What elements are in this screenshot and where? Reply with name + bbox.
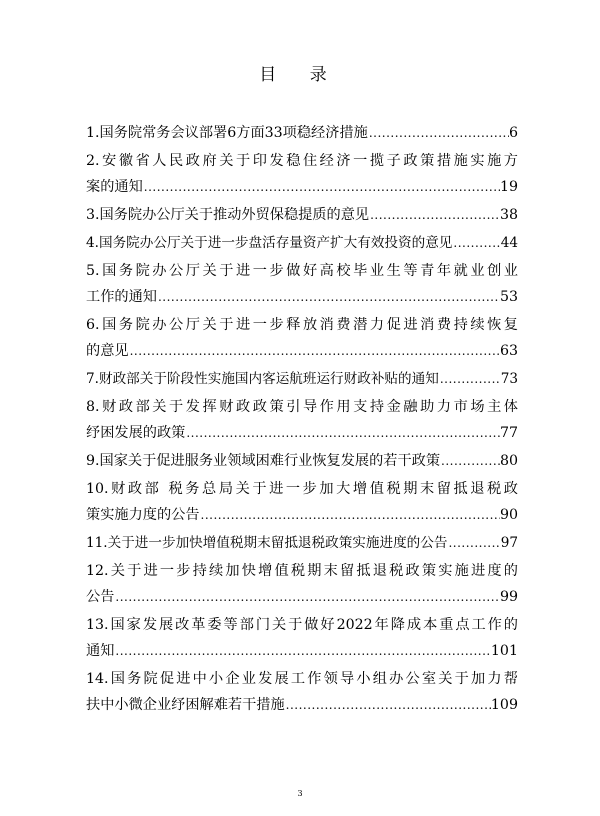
toc-leader-dots (447, 530, 500, 556)
toc-leader-dots (129, 338, 500, 364)
toc-entry-title-cont: 的意见 (86, 343, 129, 359)
toc-entry-page: 44 (500, 235, 518, 251)
toc-leader-dots (200, 502, 500, 528)
toc-entry-page: 53 (499, 289, 518, 305)
toc-entry-title: 11.关于进一步加快增值税期末留抵退税政策实施进度的公告 (86, 535, 448, 551)
toc-entry[interactable] (86, 366, 518, 392)
toc-entry-title-cont: 扶中小微企业纾困解难若干措施 (86, 697, 285, 713)
toc-leader-dots (369, 202, 500, 228)
toc-entry-title-line: 12.关于进一步持续加快增值税期末留抵退税政策实施进度的 (86, 563, 518, 579)
toc-entry-title-line: 13.国家发展改革委等部门关于做好2022年降成本重点工作的 (86, 617, 518, 633)
toc-entry-page: 6 (508, 125, 518, 141)
toc-entry-title-cont: 案的通知 (86, 179, 143, 195)
toc-leader-dots (143, 174, 500, 200)
toc-entry-page: 90 (499, 507, 518, 523)
toc-entry[interactable] (86, 258, 518, 310)
toc-entry-title-line: 6.国务院办公厅关于进一步释放消费潜力促进消费持续恢复 (86, 317, 518, 333)
toc-entry[interactable] (86, 202, 518, 228)
toc-title: 目 录 (259, 65, 341, 85)
toc-leader-dots (439, 366, 501, 392)
toc-entry-page: 80 (499, 453, 518, 469)
toc-entry[interactable] (86, 312, 518, 364)
toc-entry-title-cont: 通知 (86, 643, 115, 659)
toc-entry[interactable] (86, 148, 518, 200)
toc-entry-page: 63 (499, 343, 518, 359)
toc-entry[interactable] (86, 394, 518, 446)
toc-entry-title: 9.国家关于促进服务业领域困难行业恢复发展的若干政策 (86, 453, 441, 469)
toc-entry-title-cont: 纾困发展的政策 (86, 425, 186, 441)
toc-leader-dots (114, 584, 500, 610)
toc-entry-title-cont: 策实施力度的公告 (86, 507, 200, 523)
toc-entry-title: 1.国务院常务会议部署6方面33项稳经济措施 (86, 125, 368, 141)
toc-leader-dots (185, 420, 500, 446)
toc-leader-dots (452, 230, 500, 256)
toc-entry[interactable] (86, 476, 518, 528)
toc-entry[interactable] (86, 448, 518, 474)
toc-entry[interactable] (86, 530, 518, 556)
toc-entry-title-line: 5.国务院办公厅关于进一步做好高校毕业生等青年就业创业 (86, 263, 518, 279)
toc-entry-title-cont: 公告 (86, 589, 115, 605)
toc-entry-page: 109 (490, 697, 518, 713)
toc-entry-title-line: 14.国务院促进中小企业发展工作领导小组办公室关于加力帮 (86, 671, 518, 687)
toc-leader-dots (368, 120, 509, 146)
toc-entry-title-line: 2.安徽省人民政府关于印发稳住经济一揽子政策措施实施方 (86, 153, 518, 169)
toc-entry-title: 7.财政部关于阶段性实施国内客运航班运行财政补贴的通知 (86, 371, 439, 387)
toc-leader-dots (157, 284, 500, 310)
toc-entry-title-line: 8.财政部关于发挥财政政策引导作用支持金融助力市场主体 (86, 399, 518, 415)
table-of-contents (86, 120, 518, 718)
toc-entry[interactable] (86, 666, 518, 718)
toc-entry-page: 19 (499, 179, 518, 195)
toc-entry[interactable] (86, 612, 518, 664)
toc-entry[interactable] (86, 558, 518, 610)
toc-entry-title: 4.国务院办公厅关于进一步盘活存量资产扩大有效投资的意见 (86, 235, 453, 251)
toc-entry-page: 97 (500, 535, 518, 551)
toc-entry-page: 99 (499, 589, 518, 605)
toc-entry[interactable] (86, 120, 518, 146)
page-number: 3 (297, 789, 303, 798)
toc-entry[interactable] (86, 230, 518, 256)
toc-entry-page: 77 (499, 425, 518, 441)
toc-entry-page: 101 (490, 643, 518, 659)
toc-leader-dots (114, 638, 491, 664)
toc-entry-title-cont: 工作的通知 (86, 289, 157, 305)
toc-entry-page: 38 (499, 207, 518, 223)
toc-leader-dots (285, 692, 491, 718)
toc-entry-title-line: 10.财政部 税务总局关于进一步加大增值税期末留抵退税政 (86, 481, 518, 497)
toc-leader-dots (440, 448, 500, 474)
toc-entry-title: 3.国务院办公厅关于推动外贸保稳提质的意见 (86, 207, 370, 223)
toc-entry-page: 73 (500, 371, 518, 387)
